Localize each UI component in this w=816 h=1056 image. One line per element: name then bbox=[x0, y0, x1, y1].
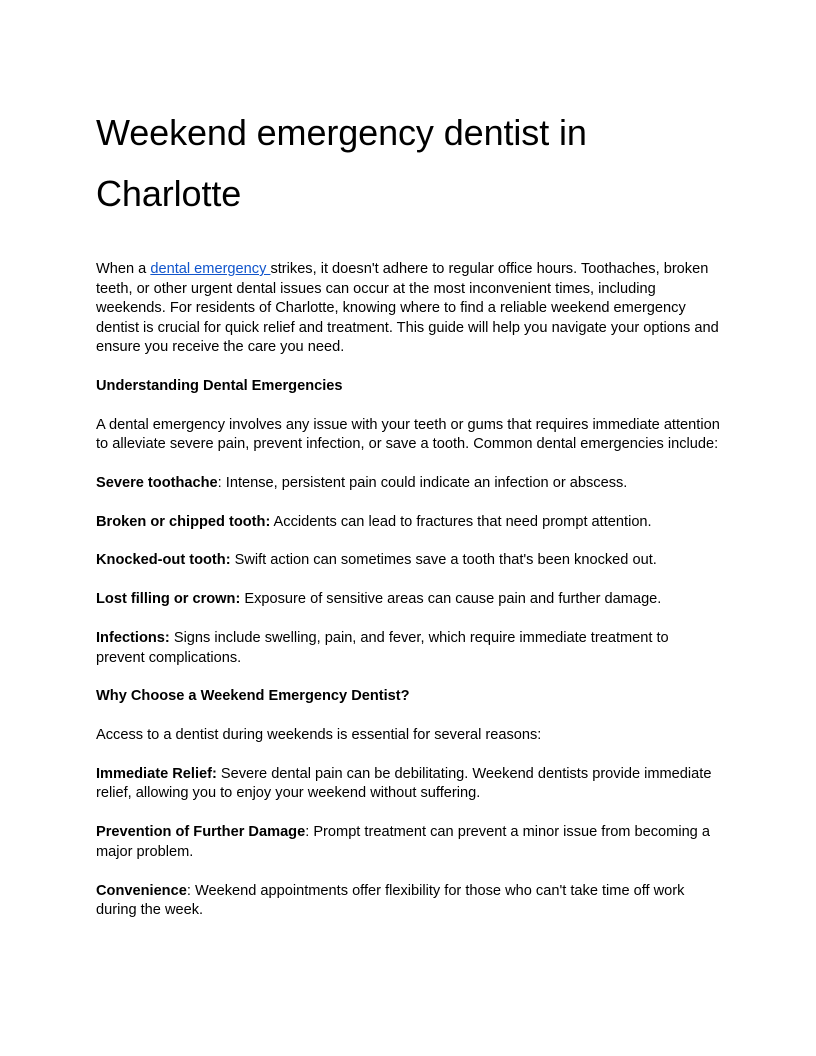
list-item-text: : Weekend appointments offer flexibility for those who can't take time off work during the week. bbox=[96, 882, 685, 919]
list-item bbox=[96, 823, 720, 862]
list-item-text: Exposure of sensitive areas can cause pain and further damage. bbox=[240, 591, 662, 608]
list-item-term: Prevention of Further Damage bbox=[96, 824, 306, 841]
list-item-text: Swift action can sometimes save a tooth that's been knocked out. bbox=[230, 552, 657, 569]
list-item-term: Infections: bbox=[96, 630, 170, 647]
intro-paragraph bbox=[96, 260, 720, 358]
document-page bbox=[96, 102, 720, 940]
page-title: Weekend emergency dentist in Charlotte bbox=[96, 112, 587, 214]
list-item bbox=[96, 474, 720, 494]
document-body bbox=[96, 260, 720, 921]
list-item bbox=[96, 629, 720, 668]
list-item-term: Severe toothache bbox=[96, 474, 218, 491]
intro-text-before-link: When a bbox=[96, 261, 151, 277]
section-body: A dental emergency involves any issue with your teeth or gums that requires immediate attention to alleviate severe pain, prevent infection, or save a tooth. Common dental emergencies include: bbox=[96, 416, 720, 453]
section-heading-text: Why Choose a Weekend Emergency Dentist? bbox=[96, 688, 410, 705]
intro-text-after-link: strikes, it doesn't adhere to regular office hours. Toothaches, broken teeth, or other urgent dental issues can occur at the most inconvenient times, including weekends. For residents of Charlotte, knowing where to find a reliable weekend emergency dentist is crucial for quick relief and treatment. This guide will help you navigate your options and ensure you receive the care you need. bbox=[96, 261, 719, 355]
list-item bbox=[96, 882, 720, 921]
list-item-term: Lost filling or crown: bbox=[96, 591, 241, 608]
list-item-text: Accidents can lead to fractures that need prompt attention. bbox=[270, 513, 652, 530]
list-item-term: Convenience bbox=[96, 882, 187, 899]
list-item bbox=[96, 590, 720, 610]
list-item bbox=[96, 765, 720, 804]
list-item-term: Broken or chipped tooth: bbox=[96, 513, 271, 530]
section-body: Access to a dentist during weekends is essential for several reasons: bbox=[96, 727, 542, 744]
list-item-text: Severe dental pain can be debilitating. Weekend dentists provide immediate relief, allowing you to enjoy your weekend without suffering. bbox=[96, 765, 712, 802]
section-heading bbox=[96, 377, 720, 397]
dental-emergency-link[interactable]: dental emergency bbox=[150, 261, 271, 277]
list-item-term: Knocked-out tooth: bbox=[96, 552, 231, 569]
list-item-text: Signs include swelling, pain, and fever, which require immediate treatment to prevent complications. bbox=[96, 630, 669, 666]
list-item bbox=[96, 513, 720, 533]
list-item bbox=[96, 551, 720, 571]
list-item-text: : Prompt treatment can prevent a minor issue from becoming a major problem. bbox=[96, 824, 710, 860]
section-heading-text: Understanding Dental Emergencies bbox=[96, 377, 343, 394]
section-heading bbox=[96, 687, 720, 707]
list-item-text: : Intense, persistent pain could indicate an infection or abscess. bbox=[217, 474, 628, 491]
list-item-term: Immediate Relief: bbox=[96, 765, 217, 782]
